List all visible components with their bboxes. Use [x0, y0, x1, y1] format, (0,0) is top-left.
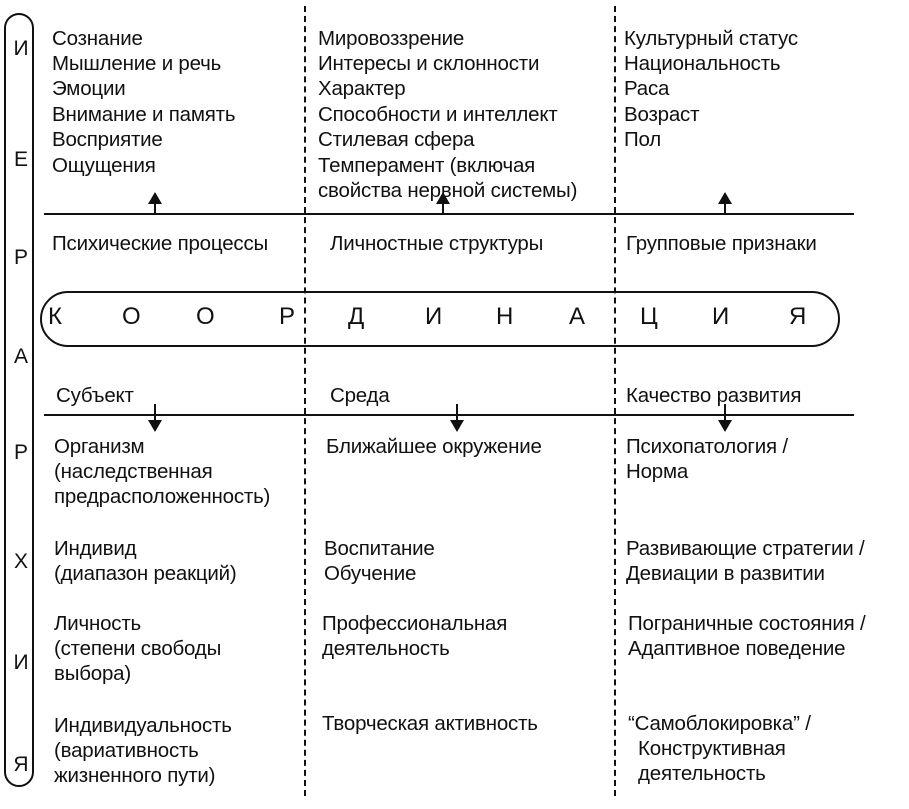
- header-subject: Субъект: [56, 384, 134, 407]
- lower-col3-line: “Самоблокировка” /: [628, 712, 811, 735]
- lower-col1-line: (диапазон реакций): [54, 562, 237, 585]
- coordination-letter: Ц: [640, 303, 658, 330]
- lower-col1-line: (вариативность: [54, 739, 199, 762]
- lower-col2-line: Профессиональная: [322, 612, 508, 635]
- hierarchy-letter: А: [13, 345, 28, 368]
- down-arrow: [456, 404, 458, 421]
- header-mental-processes: Психические процессы: [52, 232, 269, 255]
- up-arrow: [442, 203, 444, 214]
- lower-col3-line: Адаптивное поведение: [628, 637, 846, 660]
- upper-col1-item: Внимание и память: [52, 103, 236, 126]
- coordination-letter: О: [196, 303, 215, 330]
- upper-col2-item: Темперамент (включая: [318, 154, 536, 177]
- up-arrow: [154, 203, 156, 214]
- upper-col2-item: Мировоззрение: [318, 27, 465, 50]
- lower-col3-line: Пограничные состояния /: [628, 612, 866, 635]
- hierarchy-letter: Я: [13, 753, 29, 776]
- lower-col1-line: (наследственная: [54, 460, 213, 483]
- up-arrow: [724, 203, 726, 214]
- upper-col2-item: Стилевая сфера: [318, 128, 475, 151]
- coordination-letter: И: [712, 303, 730, 330]
- upper-col1-item: Восприятие: [52, 128, 163, 151]
- coordination-letter: О: [122, 303, 141, 330]
- lower-col1-line: выбора): [54, 662, 131, 685]
- upper-col2-item: Характер: [318, 77, 406, 100]
- upper-col2-item: Способности и интеллект: [318, 103, 558, 126]
- upper-col1-item: Эмоции: [52, 77, 126, 100]
- lower-col2-line: Ближайшее окружение: [326, 435, 542, 458]
- header-personality-structures: Личностные структуры: [330, 232, 544, 255]
- lower-col2-line: Обучение: [324, 562, 417, 585]
- header-environment: Среда: [330, 384, 390, 407]
- header-group-features: Групповые признаки: [626, 232, 817, 255]
- upper-col1-item: Ощущения: [52, 154, 156, 177]
- coordination-letter: Д: [348, 303, 365, 330]
- coordination-letter: Р: [279, 303, 296, 330]
- coordination-letter: Н: [496, 303, 514, 330]
- upper-col1-item: Мышление и речь: [52, 52, 222, 75]
- lower-col2-line: Творческая активность: [322, 712, 538, 735]
- lower-col1-line: жизненного пути): [54, 764, 216, 787]
- lower-col2-line: Воспитание: [324, 537, 435, 560]
- column-divider: [614, 6, 616, 796]
- coordination-letter: А: [569, 303, 586, 330]
- hierarchy-letter: Р: [13, 246, 28, 269]
- hierarchy-letter: Е: [13, 148, 28, 171]
- upper-col2-item: свойства нервной системы): [318, 179, 578, 202]
- lower-col3-line: Норма: [626, 460, 689, 483]
- lower-col3-line: Девиации в развитии: [626, 562, 825, 585]
- hierarchy-letter: И: [13, 651, 29, 674]
- lower-divider-line: [44, 414, 854, 416]
- coordination-letter: К: [48, 303, 62, 330]
- lower-col3-line: деятельность: [638, 762, 766, 785]
- lower-col1-line: предрасположенность): [54, 485, 271, 508]
- lower-col3-line: Конструктивная: [638, 737, 786, 760]
- upper-col1-item: Сознание: [52, 27, 143, 50]
- coordination-letter: Я: [789, 303, 807, 330]
- coordination-letter: И: [425, 303, 443, 330]
- lower-col3-line: Психопатология /: [626, 435, 788, 458]
- hierarchy-letter: И: [13, 37, 29, 60]
- down-arrow: [154, 404, 156, 421]
- header-development-quality: Качество развития: [626, 384, 802, 407]
- lower-col1-line: Организм: [54, 435, 145, 458]
- hierarchy-letter: Х: [13, 550, 28, 573]
- upper-divider-line: [44, 213, 854, 215]
- upper-col3-item: Пол: [624, 128, 662, 151]
- upper-col3-item: Культурный статус: [624, 27, 798, 50]
- hierarchy-letter: Р: [13, 441, 28, 464]
- lower-col1-line: Индивидуальность: [54, 714, 232, 737]
- hierarchy-column: [4, 13, 34, 787]
- column-divider: [304, 6, 306, 796]
- lower-col1-line: (степени свободы: [54, 637, 222, 660]
- lower-col1-line: Личность: [54, 612, 142, 635]
- lower-col2-line: деятельность: [322, 637, 450, 660]
- upper-col3-item: Возраст: [624, 103, 700, 126]
- upper-col3-item: Национальность: [624, 52, 781, 75]
- upper-col2-item: Интересы и склонности: [318, 52, 540, 75]
- upper-col3-item: Раса: [624, 77, 670, 100]
- lower-col1-line: Индивид: [54, 537, 137, 560]
- lower-col3-line: Развивающие стратегии /: [626, 537, 865, 560]
